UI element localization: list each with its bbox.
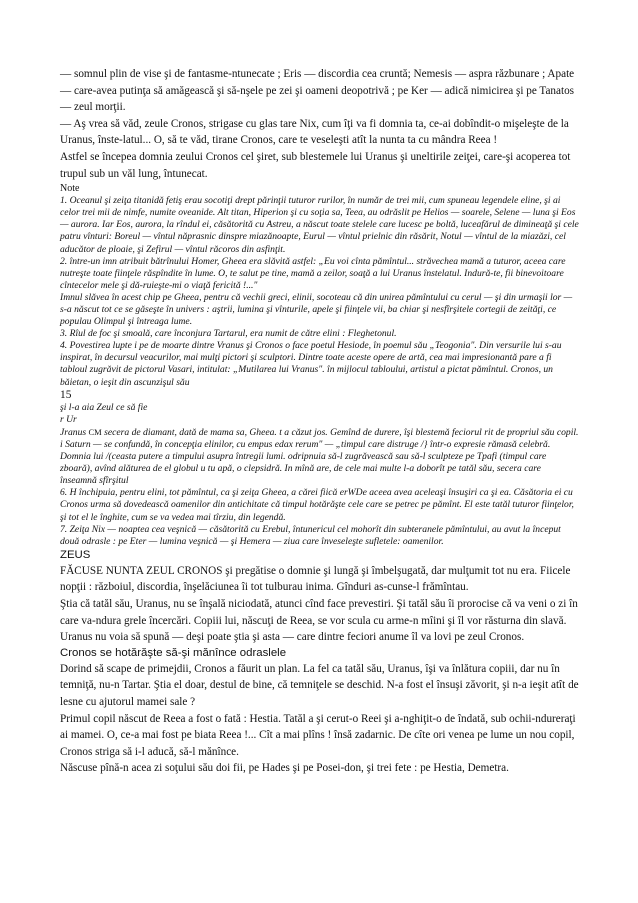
note xyxy=(60,426,580,439)
page-number: 15 xyxy=(60,388,72,401)
page-fragment: şi l-a aia Zeul ce să fie xyxy=(60,401,148,413)
note: 6. H închipuia, pentru elini, tot pămîntul, ca şi zeiţa Gheea, a cărei fiică erWDe aceea avea aceleaşi însuşiri ca şi ea. Căsătoria ei cu Cronos urma să dovedească oamenilor din antichitate că timpul hotărăşte cele care se petrec pe pămînt. El este tatăl tuturor fiinţelor, şi tot el le înghite, cum se va vedea mai tîrziu, din legendă. xyxy=(60,487,574,523)
note: i Saturn — se confundă, în concepţia elinilor, cu empus edax rerum" — „timpul care distruge /} într-o expresie rămasă celebră. Domnia lui /(ceasta putere a timpului asupra întregii lumi. odripnuia să-l zugrăvească sau să-l sculpteze pe Tpafi (timpul care zboară), avînd alăturea de el globul u tu apă, o clepsidră. In mînă are, de cele mai multe l-a doborît pe tatăl său, secera care înseamnă sfîrşitul xyxy=(60,438,551,487)
paragraph: FĂCUSE NUNTA ZEUL CRONOS şi pregătise o domnie şi lungă şi îmbelşugată, dar mulţumit tot nu era. Fiicele nopţii : războiul, discordia, înşelăciunea îi tot tulburau inima. Gînduri as-cunse-l frămîntau. xyxy=(60,564,571,594)
paragraph: — somnul plin de vise şi de fantasme-ntunecate ; Eris — discordia cea cruntă; Nemesis — aspra răzbunare ; Apate — care-avea putinţa să amăgească şi să-nşele pe zei şi oameni deopotrivă ; pe Ker — adică nimicirea şi pe Tanatos — zeul morţii. xyxy=(60,68,575,114)
paragraph: Astfel se începea domnia zeului Cronos cel şiret, sub blestemele lui Uranus şi uneltirile zeiţei, care-şi acoperea tot trupul sub un văl lung, întunecat. xyxy=(60,150,571,180)
note: 7. Zeiţa Nix — noaptea cea veşnică — căsătorită cu Erebul, întunericul cel mohorît din subteranele pămîntului, au avut la început două odrasle : pe Eter — lumina veşnică — şi Hemera — ziua care înveseleşte sufletele: oamenilor. xyxy=(60,523,561,547)
paragraph: Uranus nu voia să spună — deşi poate ştia şi asta — care dintre feciori anume îl va lovi pe zeul Cronos. xyxy=(60,631,525,644)
document-page xyxy=(60,66,580,777)
paragraph: Ştia că tatăl său, Uranus, nu se înşală niciodată, atunci cînd face prevestiri. Şi tatăl său îi prorocise că va veni o zi în care va-ndura grele încercări. Copiii lui, născuţi de Reea, se vor scula cu arme-n mîini şi îl vor răsturna din slavă. xyxy=(60,597,578,627)
note: Imnul slăvea în acest chip pe Gheea, pentru că vechii greci, elinii, socoteau că din unirea pămîntului cu cerul — şi din urmaşii lor — s-a născut tot ce se găseşte în univers : aştrii, lumina şi vînturile, apele şi fiinţele vii, ba chiar şi nesfîrşitele cortegii de zeităţi, ce populau Olimpul şi întreaga lume. xyxy=(60,291,573,328)
paragraph: Născuse pînă-n acea zi soţului său doi fii, pe Hades şi pe Posei-don, şi trei fete : pe Hestia, Demetra. xyxy=(60,762,509,775)
note: 1. Oceanul şi zeiţa titanidă fetiş erau socotiţi drept părinţii tuturor rurilor, în număr de trei mii, cum spuneau legendele eline, şi ai celor trei mii de nimfe, numite oveanide. Alt titan, Hiperion şi cu soţia sa, Teea, au odrăslit pe Helios — soarele, Selene — luna şi Eos — aurora. Iar Eos, aurora, la rîndul ei, căsătorită cu Astreu, a născut toate stelele care lucesc pe boltă, luceafărul de dimineaţă şi cele patru vînturi: Boreul — vîntul năprasnic dinspre miazănoapte, Eurul — vîntul prielnic din răsărit, Notul — vîntul de la miazăzi, cel aducător de ploaie, şi Zefirul — vîntul răcoros din asfinţit. xyxy=(60,195,579,255)
paragraph: — Aş vrea să văd, zeule Cronos, strigase cu glas tare Nix, cum îţi va fi domnia ta, ce-ai dobîndit-o mişeleşte de la Uranus, înste-latul... O, să te văd, tirane Cronos, care te veseleşti atît la nunta ta cu mândra Reea ! xyxy=(60,117,569,147)
section-heading: ZEUS xyxy=(60,548,91,561)
paragraph: Dorind să scape de primejdii, Cronos a făurit un plan. La fel ca tatăl său, Uranus, îşi va înlătura copiii, dar nu în temniţă, nu-n Tartar. Ştia el doar, destul de bine, că temniţele se deschid. N-a fost el însuşi zăvorit, şi n-a ieşit atît de lesne cu ajutorul mamei sale ? xyxy=(60,662,579,708)
notes-heading: Note xyxy=(60,183,80,195)
note-text: Jranus xyxy=(60,426,89,438)
section-heading: Cronos se hotărăşte să-şi mănînce odraslele xyxy=(60,646,287,659)
page-fragment: r Ur xyxy=(60,413,77,425)
note: 3. Rîul de foc şi smoală, care înconjura Tartarul, era numit de către elini : Fleghetonul. xyxy=(60,328,397,340)
paragraph: Primul copil născut de Reea a fost o fată : Hestia. Tatăl a şi cerut-o Reei şi a-nghiţit-o de îndată, sub ochii-ndureraţi ai mamei. O, ce-a mai fost pe biata Reea !... Cît a mai plîns ! însă zadarnic. De cîte ori venea pe lume un nou copil, Cronos striga să i-l aducă, să-l mănînce. xyxy=(60,712,576,758)
note-text: secera de diamant, dată de mama sa, Gheea. t a căzut jos. Gemînd de durere, îşi blestemă feciorul rit de propriul său copil. xyxy=(101,426,579,438)
note: 2. între-un imn atribuit bătrînului Homer, Gheea era slăvită astfel: „Eu voi cînta pămîntul... străvechea mamă a tuturor, aceea care nutreşte toate fiinţele răspîndite în lume. O, te salut pe tine, mamă a zeilor, soaţă a lui Uranus înstelatul. Indură-te, fii binevoitoare cîntecelor mele şi dă-ruieşte-mi o viaţă fericită !..." xyxy=(60,255,566,291)
note-abbrev: CM xyxy=(88,426,102,437)
note: 4. Povestirea lupte i pe de moarte dintre Vranus şi Cronos o face poetul Hesiode, în poemul său „Teogonia". Din versurile lui s-au inspirat, în decursul veacurilor, mai mulţi pictori şi sculptori. Dintre toate aceste opere de artă, cea mai impresionantă pare a fi tabloul zugrăvit de pictorul Vasari, intitulat: „Mutilarea lui Vranus". în mijlocul tabloului, artistul a pictat pămîntul. Cronos, un băietan, o ieşit din ascunzişul său xyxy=(60,340,562,388)
